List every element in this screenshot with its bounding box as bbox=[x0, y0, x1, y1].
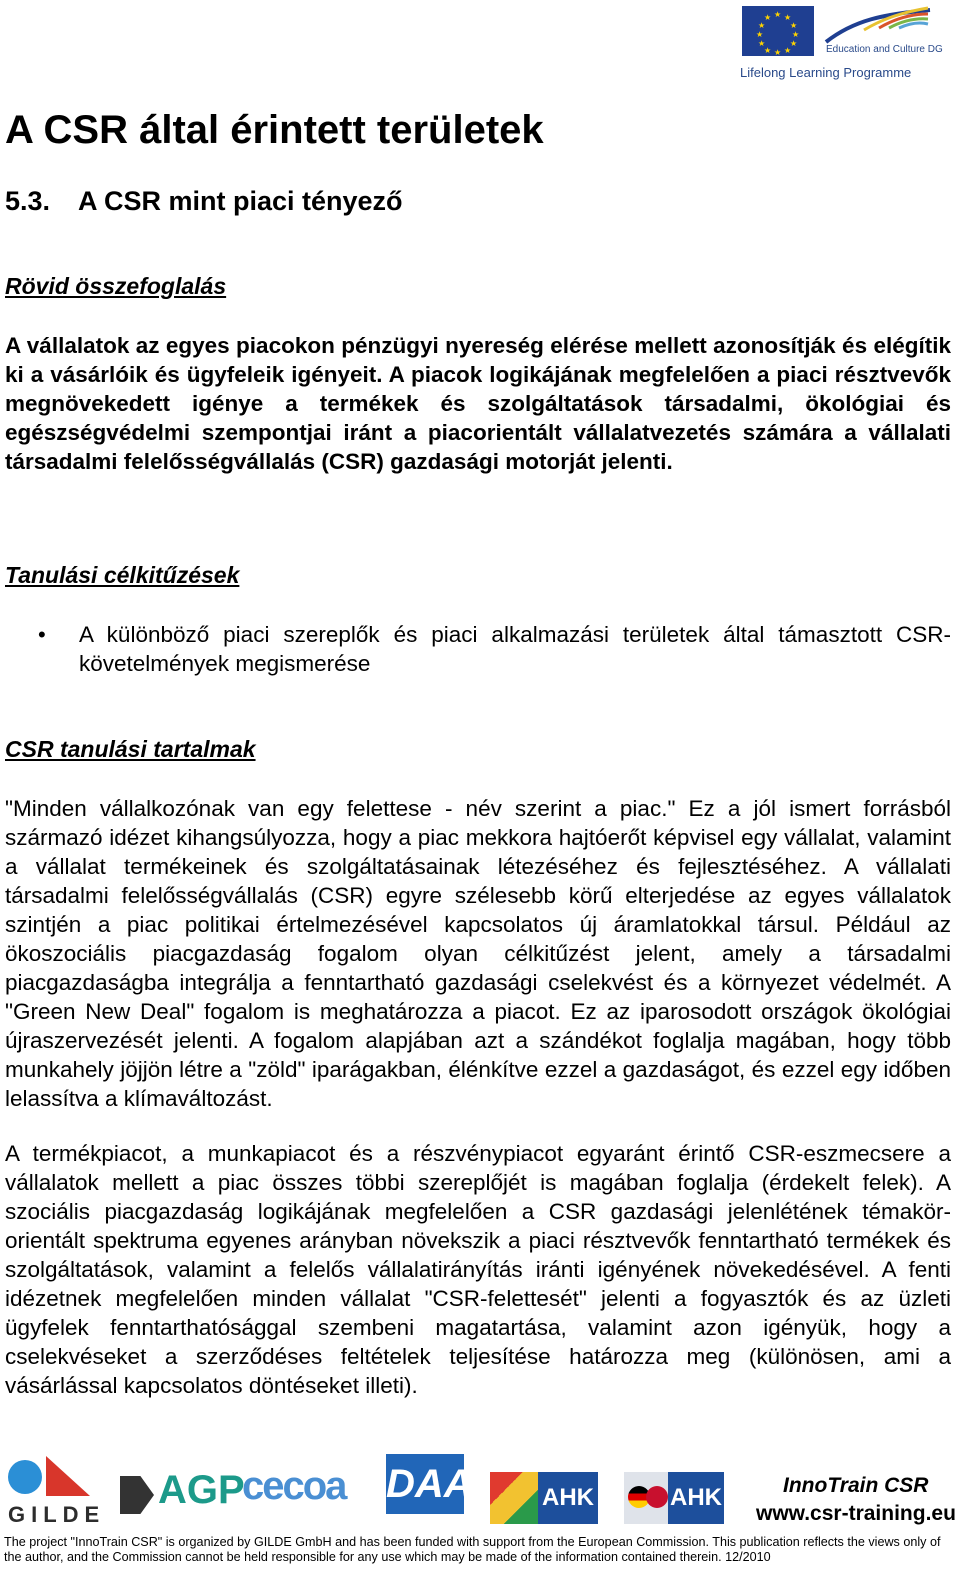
uk-flag-icon bbox=[646, 1486, 668, 1508]
section-heading bbox=[5, 186, 403, 217]
gilde-triangle-icon bbox=[46, 1456, 90, 1496]
content-paragraph-2: A termékpiacot, a munkapiacot és a részvénypiacot egyaránt érintő CSR-eszmecsere a vállalatok mellett a piac összes többi szereplőjét is magában foglalja (érdekelt felek). A szociális piacgazdaság logikájának megfelelően a CSR gazdasági jelenlétének témakör-orientált spektruma egyenes arányban növekszik a piaci résztvevők fenntartható termékek és szolgáltatások, valamint a felelős vállalatirányítás iránti igényének növekedésével. A fenti idézetnek megfelelően minden vállalat "CSR-felettesét" jelenti a fogyasztók és az üzleti ügyfelek fenntarthatósággal szembeni magatartása, valamint azon igényük, hogy a cselekvéseket a szerződéses feltételek teljesítése határozza meg (különösen, ami a vásárlással kapcsolatos döntéseket illeti). bbox=[5, 1141, 951, 1398]
section-title: A CSR mint piaci tényező bbox=[78, 186, 403, 216]
gilde-text: GILDE bbox=[8, 1502, 106, 1527]
project-url: www.csr-training.eu bbox=[756, 1502, 956, 1525]
agp-arrow-icon bbox=[120, 1476, 154, 1514]
partner-logos bbox=[0, 1452, 960, 1532]
footer-disclaimer: The project "InnoTrain CSR" is organized by GILDE GmbH and has been funded with support from the European Commission. This publication reflects the views only of the author, and the Commission cannot be held responsible for any use which may be made of the information contained therein. 12/2010 bbox=[4, 1535, 941, 1564]
summary-heading: Rövid összefoglalás bbox=[5, 273, 227, 299]
ahk-logo-1 bbox=[490, 1472, 598, 1524]
bullet-icon: • bbox=[38, 622, 46, 647]
ahk-text-2: AHK bbox=[668, 1472, 724, 1524]
objective-text: A különböző piaci szereplők és piaci alkalmazási területek által támasztott CSR-követelmények megismerése bbox=[79, 622, 951, 676]
agp-text: AGP bbox=[158, 1468, 245, 1512]
document-title: A CSR által érintett területek bbox=[5, 108, 544, 152]
project-name: InnoTrain CSR bbox=[783, 1474, 929, 1497]
content-paragraph-1: "Minden vállalkozónak van egy felettese - név szerint a piac." Ez a jól ismert forrásból származó idézet kihangsúlyozza, hogy a piac mekkora hajtóerőt képvisel egy vállalat, valamint a vállalat termékeinek és szolgáltatásainak létezéséhez és fejlesztéséhez. A vállalati társadalmi felelősségvállalás (CSR) egyre szélesebb körű elterjedése az egyes vállalatok szintjén a piac politikai értelmezésével kapcsolatos új áramlatokkal társul. Például az ökoszociális piacgazdaság fogalom olyan célkitűzést jelent, amely a társadalmi piacgazdaságba integrálja a fenntartható gazdasági cselekvést és a környezet védelmét. A "Green New Deal" fogalom is meghatározza a piacot. Ez az iparosodott országok ökológiai újraszervezését jelenti. A fogalom alapjában azt a szándékot foglalja magában, hogy több munkahely jöjjön létre a "zöld" iparágakban, élénkítve ezzel a gazdaságot, és ezzel egy időben lelassítva a klímaváltozást. bbox=[5, 796, 951, 1111]
dg-label: Education and Culture DG bbox=[826, 44, 943, 55]
daa-logo: DAA bbox=[386, 1454, 464, 1514]
ahk-flag-icon bbox=[490, 1472, 538, 1524]
eu-flag-icon: ★ ★ ★ ★ ★ ★ ★ ★ ★ ★ ★ ★ bbox=[742, 6, 814, 56]
agp-logo bbox=[120, 1462, 245, 1522]
summary-text: A vállalatok az egyes piacokon pénzügyi nyereség elérése mellett azonosítják és elégítik ki a vásárlóik és ügyfeleik igényeit. A piacok logikájának megfelelően a piaci résztvevők megnövekedett igénye a termékek és szolgáltatások társadalmi, ökológiai és egészségvédelmi szempontjai iránt a piacorientált vállalatvezetés számára a vállalati társadalmi felelősségvállalás (CSR) gazdasági motorját jelenti. bbox=[5, 333, 951, 474]
cecoa-logo bbox=[242, 1464, 364, 1514]
gilde-logo bbox=[6, 1456, 106, 1527]
cecoa-text: cecoa bbox=[242, 1464, 346, 1508]
programme-label: Lifelong Learning Programme bbox=[740, 65, 912, 80]
gilde-circle-icon bbox=[8, 1460, 42, 1494]
ahk-logo-2 bbox=[624, 1472, 724, 1524]
ahk-text-1: AHK bbox=[538, 1472, 598, 1524]
objectives-heading: Tanulási célkitűzések bbox=[5, 562, 240, 588]
section-number: 5.3. bbox=[5, 186, 51, 216]
lifelong-learning-logo bbox=[740, 4, 954, 84]
ahk-flag-bg bbox=[624, 1472, 668, 1524]
wing-logo-icon bbox=[824, 6, 934, 46]
content-heading: CSR tanulási tartalmak bbox=[5, 736, 256, 762]
